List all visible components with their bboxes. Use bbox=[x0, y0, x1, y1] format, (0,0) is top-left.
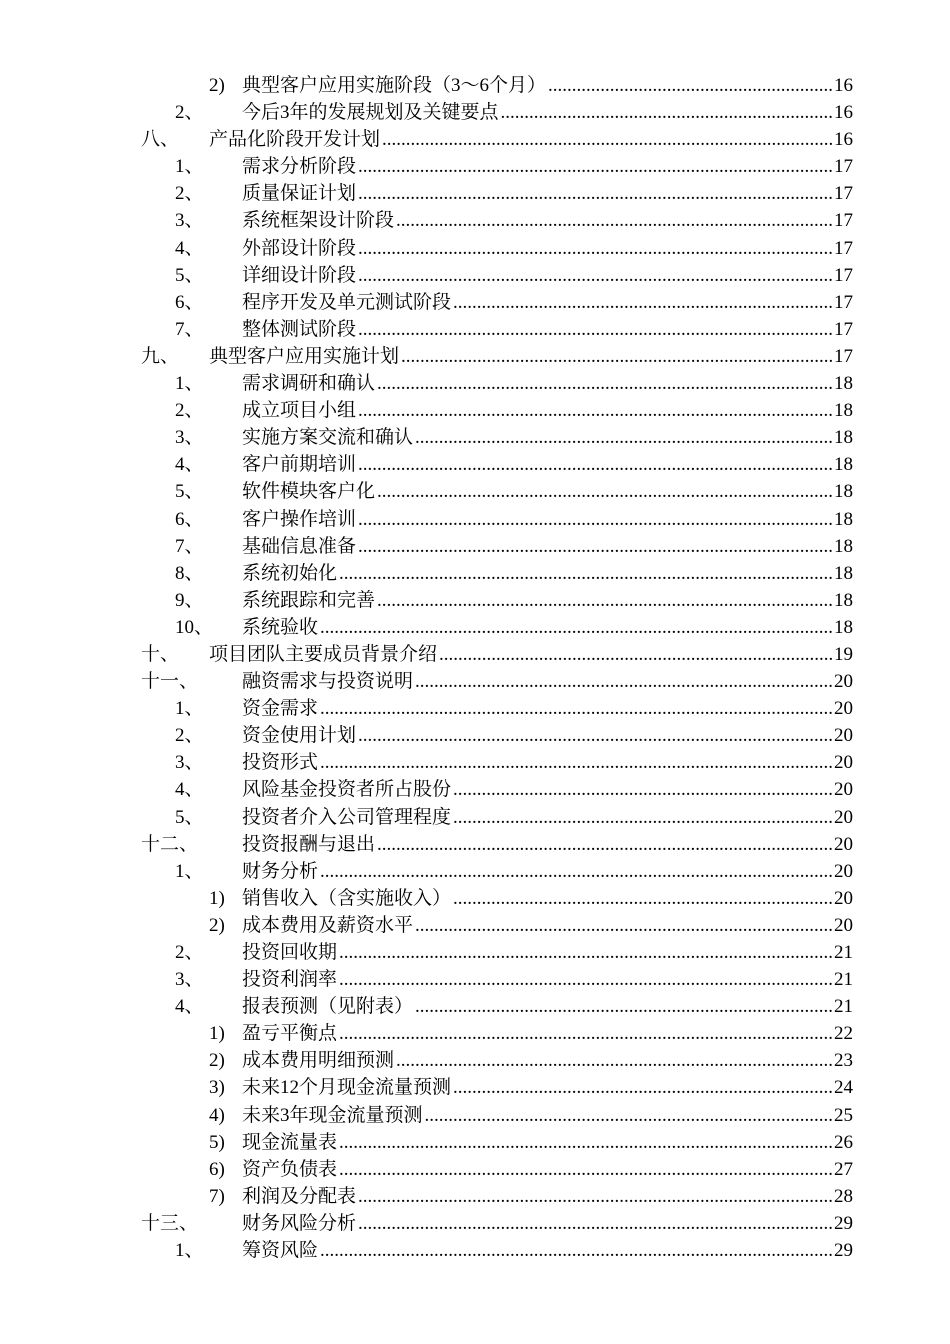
toc-entry-title: 盈亏平衡点 bbox=[242, 1023, 338, 1045]
toc-entry-title: 系统跟踪和完善 bbox=[242, 589, 376, 611]
toc-entry-number: 八、 bbox=[141, 129, 180, 151]
toc-entry[interactable] bbox=[0, 207, 950, 234]
toc-entry-number: 3、 bbox=[175, 427, 204, 449]
toc-entry-line bbox=[242, 614, 853, 641]
toc-entry-number: 3、 bbox=[175, 969, 204, 991]
toc-entry-page-number: 21 bbox=[834, 996, 853, 1018]
toc-entry-line bbox=[242, 966, 853, 993]
toc-entry-line bbox=[242, 831, 853, 858]
toc-entry[interactable] bbox=[0, 912, 950, 939]
toc-entry[interactable] bbox=[0, 560, 950, 587]
toc-entry[interactable] bbox=[0, 1102, 950, 1129]
toc-entry-number: 2) bbox=[209, 914, 225, 936]
toc-entry-title: 项目团队主要成员背景介绍 bbox=[209, 643, 438, 665]
toc-entry[interactable] bbox=[0, 722, 950, 749]
toc-entry[interactable] bbox=[0, 343, 950, 370]
toc-entry-line bbox=[242, 153, 853, 180]
dot-leader bbox=[415, 668, 833, 695]
toc-entry-title: 资金需求 bbox=[242, 698, 319, 720]
toc-entry-title: 系统框架设计阶段 bbox=[242, 210, 395, 232]
toc-entry-page-number: 21 bbox=[834, 969, 853, 991]
toc-entry-page-number: 18 bbox=[834, 589, 853, 611]
toc-entry-page-number: 16 bbox=[834, 75, 853, 96]
toc-entry[interactable] bbox=[0, 1074, 950, 1101]
toc-entry-number: 3) bbox=[209, 1077, 225, 1099]
toc-entry[interactable] bbox=[0, 451, 950, 478]
toc-entry-title: 投资回收期 bbox=[242, 942, 338, 963]
toc-entry-title: 典型客户应用实施阶段（3～6个月） bbox=[242, 75, 547, 96]
dot-leader bbox=[358, 506, 833, 533]
toc-entry[interactable] bbox=[0, 478, 950, 505]
toc-entry-page-number: 18 bbox=[834, 373, 853, 395]
toc-entry-title: 系统初始化 bbox=[242, 562, 338, 584]
toc-entry-title: 未来12个月现金流量预测 bbox=[242, 1077, 452, 1099]
toc-entry-line bbox=[242, 1156, 853, 1183]
toc-entry-number: 1、 bbox=[175, 1240, 204, 1262]
toc-entry-title: 客户前期培训 bbox=[242, 454, 357, 476]
toc-entry-page-number: 17 bbox=[834, 345, 853, 367]
toc-entry-line bbox=[242, 939, 853, 966]
toc-entry-title: 未来3年现金流量预测 bbox=[242, 1104, 423, 1126]
toc-entry-page-number: 25 bbox=[834, 1104, 853, 1126]
toc-entry-line bbox=[242, 99, 853, 126]
toc-entry-line bbox=[242, 235, 853, 262]
toc-entry-number: 2、 bbox=[175, 942, 204, 963]
toc-entry-number: 5) bbox=[209, 1131, 225, 1153]
dot-leader bbox=[339, 1156, 833, 1183]
toc-entry-number: 6) bbox=[209, 1158, 225, 1180]
toc-entry-line bbox=[242, 397, 853, 424]
toc-entry-number: 4、 bbox=[175, 779, 204, 801]
toc-entry[interactable] bbox=[0, 533, 950, 560]
toc-entry-title: 投资报酬与退出 bbox=[242, 833, 376, 855]
dot-leader bbox=[425, 1102, 833, 1129]
toc-entry-number: 3、 bbox=[175, 210, 204, 232]
toc-entry-page-number: 16 bbox=[834, 129, 853, 151]
toc-entry-number: 1、 bbox=[175, 373, 204, 395]
dot-leader bbox=[358, 451, 833, 478]
toc-entry-page-number: 18 bbox=[834, 562, 853, 584]
toc-entry-line bbox=[242, 993, 853, 1020]
toc-entry-title: 投资形式 bbox=[242, 752, 319, 774]
dot-leader bbox=[377, 370, 833, 397]
toc-entry-line bbox=[242, 668, 853, 695]
dot-leader bbox=[453, 804, 833, 831]
toc-entry-title: 资金使用计划 bbox=[242, 725, 357, 747]
toc-entry-title: 程序开发及单元测试阶段 bbox=[242, 291, 452, 313]
toc-entry[interactable] bbox=[0, 289, 950, 316]
toc-entry-title: 客户操作培训 bbox=[242, 508, 357, 530]
dot-leader bbox=[339, 1129, 833, 1156]
toc-entry-line bbox=[242, 1129, 853, 1156]
dot-leader bbox=[339, 560, 833, 587]
toc-entry-title: 投资者介入公司管理程度 bbox=[242, 806, 452, 828]
toc-entry-number: 2、 bbox=[175, 725, 204, 747]
toc-entry-number: 1、 bbox=[175, 860, 204, 882]
toc-entry-page-number: 16 bbox=[834, 102, 853, 124]
toc-entry-line bbox=[242, 478, 853, 505]
toc-entry-title: 筹资风险 bbox=[242, 1240, 319, 1262]
toc-entry[interactable] bbox=[0, 424, 950, 451]
toc-entry-line bbox=[242, 1183, 853, 1210]
toc-entry-page-number: 17 bbox=[834, 210, 853, 232]
dot-leader bbox=[358, 180, 833, 207]
toc-entry[interactable] bbox=[0, 885, 950, 912]
toc-entry-line bbox=[242, 804, 853, 831]
dot-leader bbox=[377, 831, 833, 858]
toc-entry-number: 7、 bbox=[175, 535, 204, 557]
toc-entry-line bbox=[242, 316, 853, 343]
toc-entry-title: 融资需求与投资说明 bbox=[242, 671, 414, 693]
toc-entry[interactable] bbox=[0, 776, 950, 803]
toc-entry-page-number: 20 bbox=[834, 752, 853, 774]
toc-entry[interactable] bbox=[0, 966, 950, 993]
dot-leader bbox=[377, 587, 833, 614]
toc-entry-number: 4) bbox=[209, 1104, 225, 1126]
toc-entry-page-number: 17 bbox=[834, 183, 853, 205]
toc-entry-title: 投资利润率 bbox=[242, 969, 338, 991]
toc-entry[interactable] bbox=[0, 858, 950, 885]
dot-leader bbox=[501, 99, 833, 126]
toc-entry-page-number: 18 bbox=[834, 400, 853, 422]
toc-entry-title: 资产负债表 bbox=[242, 1158, 338, 1180]
toc-entry-line bbox=[242, 858, 853, 885]
toc-entry-title: 销售收入（含实施收入） bbox=[242, 887, 452, 909]
toc-entry[interactable] bbox=[0, 1183, 950, 1210]
toc-entry-line bbox=[242, 370, 853, 397]
toc-entry-page-number: 18 bbox=[834, 535, 853, 557]
dot-leader bbox=[358, 262, 833, 289]
toc-entry-number: 1) bbox=[209, 1023, 225, 1045]
toc-entry-page-number: 20 bbox=[834, 860, 853, 882]
dot-leader bbox=[453, 776, 833, 803]
toc-entry-line bbox=[209, 343, 853, 370]
toc-entry[interactable] bbox=[0, 993, 950, 1020]
toc-entry-line bbox=[242, 749, 853, 776]
dot-leader bbox=[339, 966, 833, 993]
toc-entry-page-number: 18 bbox=[834, 454, 853, 476]
toc-entry-number: 十二、 bbox=[141, 833, 199, 855]
toc-entry-line bbox=[242, 72, 853, 99]
dot-leader bbox=[320, 858, 833, 885]
toc-entry-title: 财务分析 bbox=[242, 860, 319, 882]
toc-entry-title: 典型客户应用实施计划 bbox=[209, 345, 400, 367]
toc-entry-number: 2、 bbox=[175, 102, 204, 124]
toc-entry-page-number: 20 bbox=[834, 698, 853, 720]
toc-entry-title: 财务风险分析 bbox=[242, 1212, 357, 1234]
toc-entry-line bbox=[242, 885, 853, 912]
toc-entry[interactable] bbox=[0, 180, 950, 207]
toc-entry-number: 8、 bbox=[175, 562, 204, 584]
toc-entry-number: 4、 bbox=[175, 237, 204, 259]
toc-entry-number: 十、 bbox=[141, 643, 180, 665]
toc-entry-line bbox=[242, 560, 853, 587]
dot-leader bbox=[415, 912, 833, 939]
toc-entry-line bbox=[242, 587, 853, 614]
toc-entry[interactable] bbox=[0, 72, 950, 99]
dot-leader bbox=[339, 1020, 833, 1047]
toc-entry[interactable] bbox=[0, 614, 950, 641]
toc-entry-page-number: 20 bbox=[834, 887, 853, 909]
toc-entry[interactable] bbox=[0, 1237, 950, 1264]
toc-entry[interactable] bbox=[0, 153, 950, 180]
table-of-contents bbox=[0, 72, 950, 1264]
toc-entry-line bbox=[242, 1020, 853, 1047]
toc-entry-page-number: 20 bbox=[834, 725, 853, 747]
toc-entry-number: 6、 bbox=[175, 291, 204, 313]
toc-entry-line bbox=[242, 722, 853, 749]
toc-entry-number: 5、 bbox=[175, 806, 204, 828]
toc-entry[interactable] bbox=[0, 126, 950, 153]
toc-entry-number: 4、 bbox=[175, 996, 204, 1018]
toc-entry-page-number: 29 bbox=[834, 1212, 853, 1234]
toc-entry-page-number: 18 bbox=[834, 481, 853, 503]
toc-entry-title: 整体测试阶段 bbox=[242, 318, 357, 340]
toc-entry[interactable] bbox=[0, 506, 950, 533]
toc-entry-title: 实施方案交流和确认 bbox=[242, 427, 414, 449]
toc-entry[interactable] bbox=[0, 99, 950, 126]
dot-leader bbox=[382, 126, 833, 153]
toc-entry-line bbox=[242, 1074, 853, 1101]
toc-entry-page-number: 17 bbox=[834, 318, 853, 340]
toc-entry-page-number: 27 bbox=[834, 1158, 853, 1180]
toc-entry-page-number: 28 bbox=[834, 1185, 853, 1207]
dot-leader bbox=[358, 153, 833, 180]
toc-entry-line bbox=[242, 424, 853, 451]
dot-leader bbox=[453, 885, 833, 912]
toc-entry-title: 报表预测（见附表） bbox=[242, 996, 414, 1018]
toc-entry-line bbox=[242, 180, 853, 207]
toc-entry-page-number: 17 bbox=[834, 156, 853, 178]
toc-entry-title: 需求调研和确认 bbox=[242, 373, 376, 395]
toc-entry-number: 5、 bbox=[175, 481, 204, 503]
dot-leader bbox=[396, 1047, 833, 1074]
dot-leader bbox=[377, 478, 833, 505]
dot-leader bbox=[320, 1237, 833, 1264]
toc-entry-title: 成立项目小组 bbox=[242, 400, 357, 422]
toc-entry[interactable] bbox=[0, 749, 950, 776]
dot-leader bbox=[415, 993, 833, 1020]
toc-entry-line bbox=[209, 641, 853, 668]
dot-leader bbox=[358, 235, 833, 262]
dot-leader bbox=[358, 533, 833, 560]
toc-entry-title: 风险基金投资者所占股份 bbox=[242, 779, 452, 801]
toc-entry[interactable] bbox=[0, 668, 950, 695]
toc-entry-title: 需求分析阶段 bbox=[242, 156, 357, 178]
toc-entry-page-number: 20 bbox=[834, 806, 853, 828]
toc-entry-page-number: 21 bbox=[834, 942, 853, 963]
dot-leader bbox=[339, 939, 833, 966]
dot-leader bbox=[548, 72, 833, 99]
toc-entry-line bbox=[242, 776, 853, 803]
toc-entry-page-number: 17 bbox=[834, 291, 853, 313]
toc-entry[interactable] bbox=[0, 262, 950, 289]
toc-entry-number: 6、 bbox=[175, 508, 204, 530]
toc-entry[interactable] bbox=[0, 316, 950, 343]
toc-entry-page-number: 18 bbox=[834, 616, 853, 638]
toc-entry-number: 十三、 bbox=[141, 1212, 199, 1234]
toc-entry-page-number: 23 bbox=[834, 1050, 853, 1072]
toc-entry[interactable] bbox=[0, 587, 950, 614]
toc-entry-title: 质量保证计划 bbox=[242, 183, 357, 205]
dot-leader bbox=[439, 641, 833, 668]
toc-entry-line bbox=[242, 912, 853, 939]
dot-leader bbox=[396, 207, 833, 234]
toc-entry-number: 9、 bbox=[175, 589, 204, 611]
toc-entry[interactable] bbox=[0, 641, 950, 668]
toc-entry[interactable] bbox=[0, 370, 950, 397]
toc-entry[interactable] bbox=[0, 1020, 950, 1047]
toc-entry-line bbox=[242, 207, 853, 234]
toc-entry-number: 5、 bbox=[175, 264, 204, 286]
toc-entry[interactable] bbox=[0, 1129, 950, 1156]
toc-entry[interactable] bbox=[0, 397, 950, 424]
toc-entry[interactable] bbox=[0, 1156, 950, 1183]
toc-entry-page-number: 20 bbox=[834, 671, 853, 693]
toc-entry-page-number: 20 bbox=[834, 833, 853, 855]
dot-leader bbox=[358, 1210, 833, 1237]
dot-leader bbox=[320, 695, 833, 722]
toc-entry-page-number: 24 bbox=[834, 1077, 853, 1099]
toc-entry-number: 十一、 bbox=[141, 671, 199, 693]
toc-entry-number: 2、 bbox=[175, 400, 204, 422]
toc-entry-title: 成本费用及薪资水平 bbox=[242, 914, 414, 936]
toc-entry-page-number: 29 bbox=[834, 1240, 853, 1262]
toc-entry[interactable] bbox=[0, 1047, 950, 1074]
dot-leader bbox=[358, 1183, 833, 1210]
toc-entry-title: 成本费用明细预测 bbox=[242, 1050, 395, 1072]
toc-entry-line bbox=[209, 126, 853, 153]
toc-entry-number: 2) bbox=[209, 75, 225, 96]
toc-entry-number: 10、 bbox=[175, 616, 214, 638]
toc-entry-number: 1、 bbox=[175, 156, 204, 178]
dot-leader bbox=[453, 289, 833, 316]
toc-entry-line bbox=[242, 1237, 853, 1264]
toc-entry-number: 九、 bbox=[141, 345, 180, 367]
toc-entry-line bbox=[242, 289, 853, 316]
toc-entry-title: 利润及分配表 bbox=[242, 1185, 357, 1207]
toc-entry[interactable] bbox=[0, 804, 950, 831]
dot-leader bbox=[358, 397, 833, 424]
dot-leader bbox=[320, 749, 833, 776]
toc-entry[interactable] bbox=[0, 939, 950, 966]
toc-entry-number: 7、 bbox=[175, 318, 204, 340]
toc-entry-page-number: 17 bbox=[834, 264, 853, 286]
toc-entry-number: 2) bbox=[209, 1050, 225, 1072]
toc-entry-line bbox=[242, 451, 853, 478]
toc-entry[interactable] bbox=[0, 1210, 950, 1237]
toc-entry-title: 现金流量表 bbox=[242, 1131, 338, 1153]
toc-entry[interactable] bbox=[0, 695, 950, 722]
dot-leader bbox=[358, 722, 833, 749]
toc-entry-page-number: 17 bbox=[834, 237, 853, 259]
toc-entry-line bbox=[242, 695, 853, 722]
toc-entry-number: 4、 bbox=[175, 454, 204, 476]
dot-leader bbox=[401, 343, 833, 370]
toc-entry-page-number: 19 bbox=[834, 643, 853, 665]
toc-entry-line bbox=[242, 533, 853, 560]
toc-entry-page-number: 18 bbox=[834, 427, 853, 449]
toc-entry-page-number: 20 bbox=[834, 914, 853, 936]
toc-entry-page-number: 18 bbox=[834, 508, 853, 530]
toc-entry-line bbox=[242, 1210, 853, 1237]
toc-entry-title: 今后3年的发展规划及关键要点 bbox=[242, 102, 499, 124]
toc-entry-number: 2、 bbox=[175, 183, 204, 205]
toc-entry-page-number: 20 bbox=[834, 779, 853, 801]
toc-entry-title: 系统验收 bbox=[242, 616, 319, 638]
toc-entry-line bbox=[242, 1047, 853, 1074]
toc-entry-title: 详细设计阶段 bbox=[242, 264, 357, 286]
toc-entry-line bbox=[242, 1102, 853, 1129]
dot-leader bbox=[415, 424, 833, 451]
toc-entry-line bbox=[242, 506, 853, 533]
toc-entry-page-number: 26 bbox=[834, 1131, 853, 1153]
toc-entry-number: 1、 bbox=[175, 698, 204, 720]
toc-entry-page-number: 22 bbox=[834, 1023, 853, 1045]
toc-entry-title: 外部设计阶段 bbox=[242, 237, 357, 259]
toc-entry[interactable] bbox=[0, 235, 950, 262]
toc-entry-line bbox=[242, 262, 853, 289]
dot-leader bbox=[358, 316, 833, 343]
toc-entry-title: 产品化阶段开发计划 bbox=[209, 129, 381, 151]
toc-entry-title: 软件模块客户化 bbox=[242, 481, 376, 503]
dot-leader bbox=[453, 1074, 833, 1101]
toc-entry-number: 7) bbox=[209, 1185, 225, 1207]
toc-entry-title: 基础信息准备 bbox=[242, 535, 357, 557]
toc-entry-number: 1) bbox=[209, 887, 225, 909]
toc-entry-number: 3、 bbox=[175, 752, 204, 774]
dot-leader bbox=[320, 614, 833, 641]
toc-entry[interactable] bbox=[0, 831, 950, 858]
